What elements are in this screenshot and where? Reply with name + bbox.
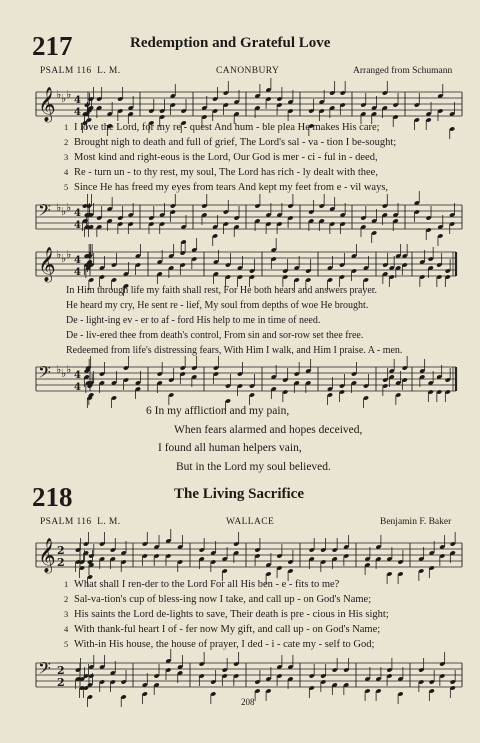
hymn-title: The Living Sacrifice bbox=[174, 486, 304, 502]
verse-line: 5 With-in His house, the house of prayer, I ded - i - cate my - self to God; bbox=[64, 639, 375, 650]
stanza-line: I found all human helpers vain, bbox=[158, 442, 302, 454]
verse-line: 3 Most kind and right-eous is the Lord, Our God is mer - ci - ful in - deed, bbox=[64, 152, 378, 163]
verse-line: In Him through life my faith shall rest, For He both hears and answers prayer. bbox=[66, 285, 378, 296]
svg-text:𝄞: 𝄞 bbox=[38, 87, 56, 122]
svg-text:♭: ♭ bbox=[56, 88, 62, 101]
svg-text:4: 4 bbox=[74, 370, 81, 381]
composer-credit: Benjamin F. Baker bbox=[380, 517, 452, 527]
svg-text:4: 4 bbox=[74, 95, 81, 106]
psalm-ref: PSALM 116 L. M. bbox=[40, 517, 121, 527]
svg-text:♭: ♭ bbox=[66, 201, 72, 214]
svg-text:♭: ♭ bbox=[66, 363, 72, 376]
verse-line: 1 I love the Lord, for my re - quest And hum - ble plea He makes His care; bbox=[64, 122, 380, 133]
svg-text:4: 4 bbox=[74, 255, 81, 266]
composer-credit: Arranged from Schumann bbox=[353, 66, 453, 76]
svg-text:4: 4 bbox=[74, 208, 81, 219]
svg-text:2: 2 bbox=[57, 676, 65, 689]
verse-line: 2 Sal-va-tion's cup of bless-ing now I take, and call up - on God's Name; bbox=[64, 594, 372, 605]
svg-text:♭: ♭ bbox=[66, 88, 72, 101]
svg-text:♭: ♭ bbox=[61, 92, 67, 105]
treble-staff bbox=[0, 86, 480, 126]
verse-line: 1 What shall I ren-der to the Lord For all His ben - e - fits to me? bbox=[64, 579, 340, 590]
bass-staff bbox=[0, 361, 480, 401]
svg-text:2: 2 bbox=[57, 556, 65, 569]
svg-text:♭: ♭ bbox=[61, 367, 67, 380]
tune-name: CANONBURY bbox=[216, 66, 280, 76]
svg-text:♭: ♭ bbox=[56, 363, 62, 376]
svg-text:𝄞: 𝄞 bbox=[38, 538, 56, 573]
stanza-line: But in the Lord my soul believed. bbox=[176, 461, 331, 473]
svg-text:𝄢: 𝄢 bbox=[38, 200, 51, 224]
verse-line: Redeemed from life's distressing fears, With Him I walk, and Him I praise. A - men. bbox=[66, 345, 403, 356]
stanza-line: When fears alarmed and hopes deceived, bbox=[174, 424, 363, 436]
verse-line: He heard my cry, He sent re - lief, My soul from depths of woe He brought. bbox=[66, 300, 369, 311]
hymn-number: 217 bbox=[32, 31, 73, 61]
verse-line: 2 Brought nigh to death and full of grief, The Lord's sal - va - tion I be-sought; bbox=[64, 137, 397, 148]
svg-text:♭: ♭ bbox=[56, 248, 62, 261]
verse-line: De - liv-ered thee from death's control, From sin and sor-row set thee free. bbox=[66, 330, 364, 341]
svg-text:𝄞: 𝄞 bbox=[38, 247, 56, 282]
svg-text:4: 4 bbox=[74, 382, 81, 393]
psalm-ref: PSALM 116 L. M. bbox=[40, 66, 121, 76]
svg-text:4: 4 bbox=[74, 267, 81, 278]
svg-text:2: 2 bbox=[57, 544, 65, 557]
page-number: 208 bbox=[241, 697, 255, 707]
svg-text:𝄢: 𝄢 bbox=[38, 658, 51, 682]
svg-text:♭: ♭ bbox=[61, 205, 67, 218]
svg-text:𝄢: 𝄢 bbox=[38, 362, 51, 386]
verse-line: De - light-ing ev - er to af - ford His help to me in time of need. bbox=[66, 315, 321, 326]
hymn-number: 218 bbox=[32, 482, 73, 512]
tune-name: WALLACE bbox=[226, 517, 275, 527]
svg-text:2: 2 bbox=[57, 664, 65, 677]
treble-staff bbox=[0, 537, 480, 577]
stanza-line: 6 In my affliction and my pain, bbox=[146, 405, 290, 417]
verse-line: 5 Since He has freed my eyes from tears And kept my feet from e - vil ways, bbox=[64, 182, 389, 193]
verse-line: 4 With thank-ful heart I of - fer now My gift, and call up - on God's Name; bbox=[64, 624, 381, 635]
treble-staff bbox=[0, 246, 480, 286]
svg-text:♭: ♭ bbox=[61, 252, 67, 265]
svg-text:♭: ♭ bbox=[56, 201, 62, 214]
bass-staff bbox=[0, 199, 480, 239]
verse-line: 3 His saints the Lord de-lights to save, Their death is pre - cious in His sight; bbox=[64, 609, 389, 620]
svg-text:4: 4 bbox=[74, 220, 81, 231]
svg-text:♭: ♭ bbox=[66, 248, 72, 261]
verse-line: 4 Re - turn un - to thy rest, my soul, The Lord has rich - ly dealt with thee, bbox=[64, 167, 378, 178]
hymn-title: Redemption and Grateful Love bbox=[130, 35, 331, 51]
bass-staff bbox=[0, 657, 480, 697]
svg-text:4: 4 bbox=[74, 107, 81, 118]
